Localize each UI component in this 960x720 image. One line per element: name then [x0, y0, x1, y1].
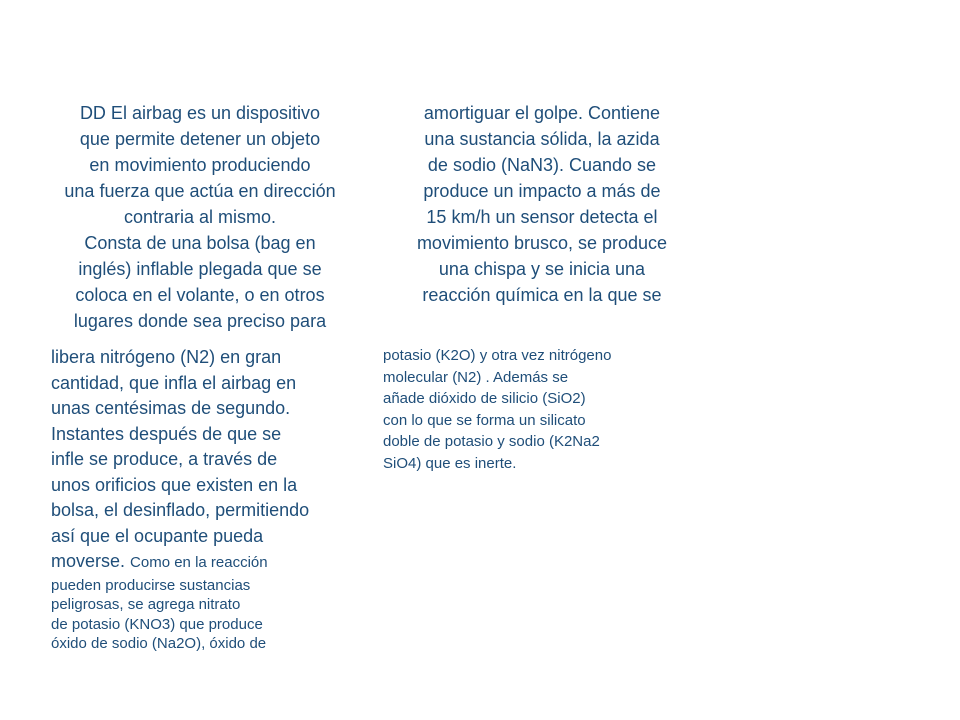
text-line: reacción química en la que se: [422, 285, 662, 305]
text-line: una chispa y se inicia una: [438, 259, 646, 279]
paragraph-top-right: [362, 100, 722, 308]
text-line: óxido de sodio (Na2O), óxido de: [51, 635, 267, 652]
text-segment-large: moverse.: [51, 551, 131, 571]
text-line: peligrosas, se agrega nitrato: [51, 596, 241, 613]
text-line: potasio (K2O) y otra vez nitrógeno: [383, 347, 612, 364]
text-line: SiO4) que es inerte.: [383, 454, 517, 472]
text-line: Instantes después de que se: [51, 423, 282, 444]
text-line: coloca en el volante, o en otros: [75, 285, 325, 305]
text-line: contraria al mismo.: [123, 207, 277, 227]
text-line: amortiguar el golpe. Contiene: [423, 103, 661, 123]
text-line: infle se produce, a través de: [51, 449, 278, 469]
text-line: molecular (N2) . Además se: [383, 368, 569, 386]
text-line: movimiento brusco, se produce: [416, 233, 668, 253]
text-line: de sodio (NaN3). Cuando se: [427, 155, 657, 175]
text-line: de potasio (KNO3) que produce: [51, 615, 263, 633]
text-line-mixed: [51, 549, 381, 576]
text-line: doble de potasio y sodio (K2Na2: [383, 433, 600, 450]
text-line: unas centésimas de segundo.: [51, 398, 291, 418]
text-line: en movimiento produciendo: [89, 155, 311, 175]
text-line: libera nitrógeno (N2) en gran: [51, 347, 282, 367]
text-line: inglés) inflable plegada que se: [78, 259, 322, 279]
text-line: 15 km/h un sensor detecta el: [426, 207, 658, 227]
text-line: con lo que se forma un silicato: [383, 411, 586, 429]
text-line: cantidad, que infla el airbag en: [51, 372, 297, 393]
text-line: pueden producirse sustancias: [51, 576, 251, 594]
text-line: unos orificios que existen en la: [51, 474, 298, 495]
text-line: una fuerza que actúa en dirección: [64, 181, 336, 201]
paragraph-bottom-left: [51, 345, 381, 654]
paragraph-bottom-right: [383, 345, 713, 474]
text-line: una sustancia sólida, la azida: [424, 129, 660, 149]
text-line: Consta de una bolsa (bag en: [84, 233, 316, 253]
text-line: bolsa, el desinflado, permitiendo: [51, 500, 310, 520]
text-line: produce un impacto a más de: [423, 181, 661, 201]
text-line: así que el ocupante pueda: [51, 525, 264, 546]
paragraph-top-left: [20, 100, 380, 334]
text-line: añade dióxido de silicio (SiO2): [383, 390, 586, 407]
text-line: lugares donde sea preciso para: [73, 311, 327, 331]
text-line: DD El airbag es un dispositivo: [79, 103, 321, 123]
text-segment-small: Como en la reacción: [130, 554, 268, 571]
text-line: que permite detener un objeto: [79, 129, 321, 149]
